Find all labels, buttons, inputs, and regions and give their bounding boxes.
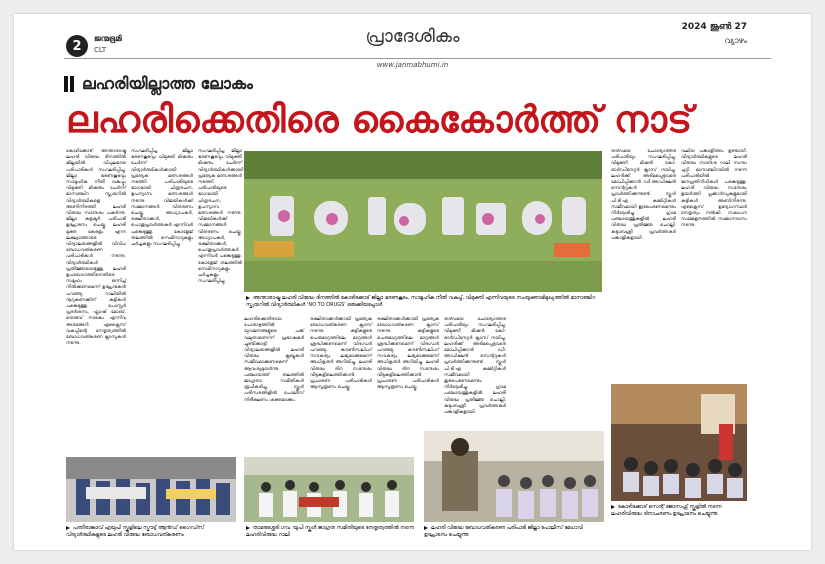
story-kicker bbox=[64, 72, 253, 96]
photo-right bbox=[611, 384, 747, 501]
newspaper-brand: ജന്മഭൂമി bbox=[94, 34, 122, 43]
photo-bottom-left bbox=[66, 457, 236, 522]
caption-arrow-icon bbox=[246, 296, 250, 300]
headline: ലഹരിക്കെതിരെ കൈകോർത്ത് നാട് bbox=[66, 98, 693, 141]
newspaper-page bbox=[14, 14, 811, 550]
caption-arrow-icon bbox=[424, 526, 428, 530]
caption-arrow-icon bbox=[611, 505, 615, 509]
photo-bottom-left-caption-text: പന്തീരാങ്കാവ് എയുപി സ്കൂളിലെ സ്കൗട്ട് ആൻഡ് ഗൈഡ്സ് വിദ്യാർത്ഥികളുടെ ലഹരി വിരുദ്ധ ബോധവത്കരണം bbox=[66, 525, 205, 538]
photo-bottom-left-caption bbox=[66, 525, 241, 545]
article-column-1: കോഴിക്കോട്: അന്താരാഷ്ട്ര ലഹരി വിരുദ്ധ ദിനത്തിൽ ജില്ലയിൽ വിപുലമായ പരിപാടികൾ സംഘടിപ്പിച്ചു. ജില്ലാ ഭരണകൂടവും സാമൂഹിക നീതി വകുപ്പും വിമുക്തി മിഷനും ചേർന്ന് മാനാഞ്ചിറ സ്ക്വയറിൽ വിദ്യാർത്ഥികളെ അണിനിരത്തി ലഹരി വിരുദ്ധ സന്ദേശം പകർന്നു. ജില്ലാ കളക്ടർ പരിപാടി ഉദ്ഘാടനം ചെയ്തു. ലഹരി മുക്ത കേരളം എന്ന ലക്ഷ്യത്തോടെ വിദ്യാലയങ്ങളിൽ വിവിധ ബോധവത്കരണ പരിപാടികൾ നടന്നു. വിദ്യാർത്ഥികൾ പ്രതിജ്ഞയെടുത്തു. ലഹരി ഉപയോഗത്തിനെതിരെ സമൂഹം ഒന്നിച്ച് നിൽക്കണമെന്ന് ഉദ്ഘാടകൻ പറഞ്ഞു. റാലിയിൽ നൂറുകണക്കിന് കുട്ടികൾ പങ്കെടുത്തു. പോസ്റ്റർ പ്രദർശനം, ഫ്ലാഷ് മോബ്, തെരുവ് നാടകം എന്നിവ അരങ്ങേറി. എക്സൈസ് വകുപ്പിന്റെ നേതൃത്വത്തിൽ ബോധവത്കരണ ക്ലാസുകൾ നടന്നു. bbox=[66, 149, 126, 347]
article-column-4b: രക്ഷിതാക്കൾക്കായി പ്രത്യേക ബോധവത്കരണ ക്ലാസ് നടന്നു. കുട്ടികളുടെ പെരുമാറ്റത്തിലെ മാറ്റങ്ങൾ ശ്രദ്ധിക്കണമെന്ന് വിദഗ്ധർ പറഞ്ഞു. കൗൺസലിംഗ് സൗകര്യം ലഭ്യമാക്കുമെന്ന് അധികൃതർ അറിയിച്ചു. ലഹരി വിരുദ്ധ ദിന സന്ദേശം വീടുകളിലെത്തിക്കാൻ പ്രചാരണ പരിപാടികൾ ആസൂത്രണം ചെയ്തു. bbox=[377, 317, 439, 391]
caption-arrow-icon bbox=[246, 526, 250, 530]
main-photo-caption bbox=[246, 295, 604, 315]
kicker-bars-icon bbox=[64, 76, 74, 92]
article-column-2b: സംഘടിപ്പിച്ച ജില്ലാ ഭരണകൂടവും വിമുക്തി മിഷനും ചേർന്ന് വിദ്യാർത്ഥികൾക്കായി പ്രത്യേക മത്സരങ്ങൾ നടത്തി. പരിപാടിയുടെ ഭാഗമായി ചിത്രരചന, ഉപന്യാസ മത്സരങ്ങൾ നടന്നു. വിജയികൾക്ക് സമ്മാനങ്ങൾ വിതരണം ചെയ്തു. അധ്യാപകർ, രക്ഷിതാക്കൾ, പൊതുപ്രവർത്തകർ എന്നിവർ പങ്കെടുത്തു. കോളേജ് തലത്തിൽ സെമിനാറുകളും ചർച്ചകളും സംഘടിപ്പിച്ചു. bbox=[198, 149, 244, 285]
article-column-5a: തത്സമയ ചോദ്യോത്തര പരിപാടിയും സംഘടിപ്പിച്ചു. വിമുക്തി മിഷൻ കോ-ഓർഡിനേറ്റർ ക്ലാസ് നയിച്ചു. ലഹരിക്ക് അടിമപ്പെട്ടവരെ മോചിപ്പിക്കാൻ ഡീ-അഡിക്ഷൻ സെന്ററുകൾ പ്രവർത്തിക്കുന്നുണ്ട്. സ്കൂൾ പി.ടി.എ കമ്മിറ്റികൾ സജീവമായി ഇടപെടണമെന്നും നിർദ്ദേശിച്ചു. ഗ്രാമ പഞ്ചായത്തുകളിൽ ലഹരി വിരുദ്ധ പ്രതിജ്ഞ ചൊല്ലി. കുടുംബശ്രീ പ്രവർത്തകർ പങ്കാളികളായി. bbox=[444, 317, 506, 416]
photo-bottom-mid-caption-text: താമരശ്ശേരി ഗവ. യുപി സ്കൂൾ ജാഗ്രത സമിതിയുടെ നേതൃത്വത്തിൽ നടന്ന ലഹരിവിരുദ്ധ റാലി bbox=[246, 525, 415, 538]
article-column-6: വലിയ പങ്കാളിത്തം ഉണ്ടായി. വിദ്യാർത്ഥികളുടെ ലഹരി വിരുദ്ധ സന്ദേശ റാലി നഗരം ചുറ്റി. മാനാഞ്ചിറയിൽ നടന്ന പരിപാടിയിൽ ജനപ്രതിനിധികൾ പങ്കെടുത്തു. ലഹരി വിരുദ്ധ സന്ദേശം ഉയർത്തി പ്ലക്കാർഡുകളുമായി കുട്ടികൾ അണിനിരന്നു. എക്സൈസ് ഉദ്യോഗസ്ഥർ നേതൃത്വം നൽകി. സമാപന സമ്മേളനത്തിൽ സമ്മാനദാനം നടന്നു. bbox=[681, 149, 747, 229]
article-column-4: രക്ഷിതാക്കൾക്കായി പ്രത്യേക ബോധവത്കരണ ക്ലാസ് നടന്നു. കുട്ടികളുടെ പെരുമാറ്റത്തിലെ മാറ്റങ്ങൾ ശ്രദ്ധിക്കണമെന്ന് വിദഗ്ധർ പറഞ്ഞു. കൗൺസലിംഗ് സൗകര്യം ലഭ്യമാക്കുമെന്ന് അധികൃതർ അറിയിച്ചു. ലഹരി വിരുദ്ധ ദിന സന്ദേശം വീടുകളിലെത്തിക്കാൻ പ്രചാരണ പരിപാടികൾ ആസൂത്രണം ചെയ്തു. bbox=[310, 317, 372, 391]
photo-right-caption bbox=[611, 504, 751, 530]
article-column-5: തത്സമയ ചോദ്യോത്തര പരിപാടിയും സംഘടിപ്പിച്ചു. വിമുക്തി മിഷൻ കോ-ഓർഡിനേറ്റർ ക്ലാസ് നയിച്ചു. ലഹരിക്ക് അടിമപ്പെട്ടവരെ മോചിപ്പിക്കാൻ ഡീ-അഡിക്ഷൻ സെന്ററുകൾ പ്രവർത്തിക്കുന്നുണ്ട്. സ്കൂൾ പി.ടി.എ കമ്മിറ്റികൾ സജീവമായി ഇടപെടണമെന്നും നിർദ്ദേശിച്ചു. ഗ്രാമ പഞ്ചായത്തുകളിൽ ലഹരി വിരുദ്ധ പ്രതിജ്ഞ ചൊല്ലി. കുടുംബശ്രീ പ്രവർത്തകർ പങ്കാളികളായി. bbox=[611, 149, 676, 241]
main-photo-caption-text: അന്താരാഷ്ട്ര ലഹരി വിരുദ്ധ ദിനത്തിൽ കോഴിക്കോട് ജില്ലാ ഭരണകൂടം, സാമൂഹിക നീതി വകുപ്പ്, വിമുക്തി എന്നിവയുടെ സംയുക്താഭിമുഖ്യത്തിൽ മാനാഞ്ചിറ സ്ക്വയറിൽ വിദ്യാർത്ഥികൾ 'NO TO DRUGS' ഒരുക്കിയപ്പോൾ bbox=[246, 295, 596, 308]
photo-bottom-mid-caption bbox=[246, 525, 421, 545]
issue-date: 2024 ജൂൺ 27 bbox=[681, 22, 747, 32]
photo-bottom-police bbox=[424, 431, 604, 522]
edition-code: CLT bbox=[94, 46, 107, 54]
article-column-2a: സംഘടിപ്പിച്ച ജില്ലാ ഭരണകൂടവും വിമുക്തി മിഷനും ചേർന്ന് വിദ്യാർത്ഥികൾക്കായി പ്രത്യേക മത്സരങ്ങൾ നടത്തി. പരിപാടിയുടെ ഭാഗമായി ചിത്രരചന, ഉപന്യാസ മത്സരങ്ങൾ നടന്നു. വിജയികൾക്ക് സമ്മാനങ്ങൾ വിതരണം ചെയ്തു. അധ്യാപകർ, രക്ഷിതാക്കൾ, പൊതുപ്രവർത്തകർ എന്നിവർ പങ്കെടുത്തു. കോളേജ് തലത്തിൽ സെമിനാറുകളും ചർച്ചകളും സംഘടിപ്പിച്ചു. bbox=[131, 149, 193, 248]
photo-bottom-police-caption-text: ലഹരി വിരുദ്ധ ബോധവത്കരണ പരിപാടി ജില്ലാ പോലീസ് മേധാവി ഉദ്ഘാടനം ചെയ്യുന്നു bbox=[424, 525, 583, 538]
article-column-3: ലഹരിക്കെതിരായ പോരാട്ടത്തിൽ യുവജനങ്ങളുടെ പങ്ക് വലുതാണെന്ന് പ്രഭാഷകർ ചൂണ്ടിക്കാട്ടി. വിദ്യാലയങ്ങളിൽ ലഹരി വിരുദ്ധ ക്ലബ്ബുകൾ സജീവമാക്കണമെന്ന് ആവശ്യമുയർന്നു. പഞ്ചായത്ത് തലത്തിൽ ജാഗ്രതാ സമിതികൾ രൂപീകരിച്ചു. സ്കൂൾ പരിസരങ്ങളിൽ പോലീസ് നിരീക്ഷണം ശക്തമാക്കും. bbox=[244, 317, 304, 403]
section-title: പ്രാദേശികം bbox=[365, 26, 460, 47]
issue-day: വ്യാഴം bbox=[724, 36, 747, 45]
photo-right-caption-text: കോഴിക്കോട് സെന്റ് ജോസഫ്സ് സ്കൂളിൽ നടന്ന ലഹരിവിരുദ്ധ ദിനാചരണം ഉദ്ഘാടനം ചെയ്യുന്നു bbox=[611, 504, 722, 517]
masthead bbox=[14, 14, 811, 58]
website-url[interactable]: www.janmabhumi.in bbox=[376, 61, 449, 69]
photo-bottom-police-caption bbox=[424, 525, 604, 545]
kicker-text: ലഹരിയില്ലാത്ത ലോകം bbox=[82, 74, 253, 93]
masthead-rule bbox=[64, 58, 771, 59]
page-number: 2 bbox=[66, 35, 88, 57]
photo-bottom-mid bbox=[244, 457, 414, 522]
main-photo bbox=[244, 151, 602, 292]
caption-arrow-icon bbox=[66, 526, 70, 530]
